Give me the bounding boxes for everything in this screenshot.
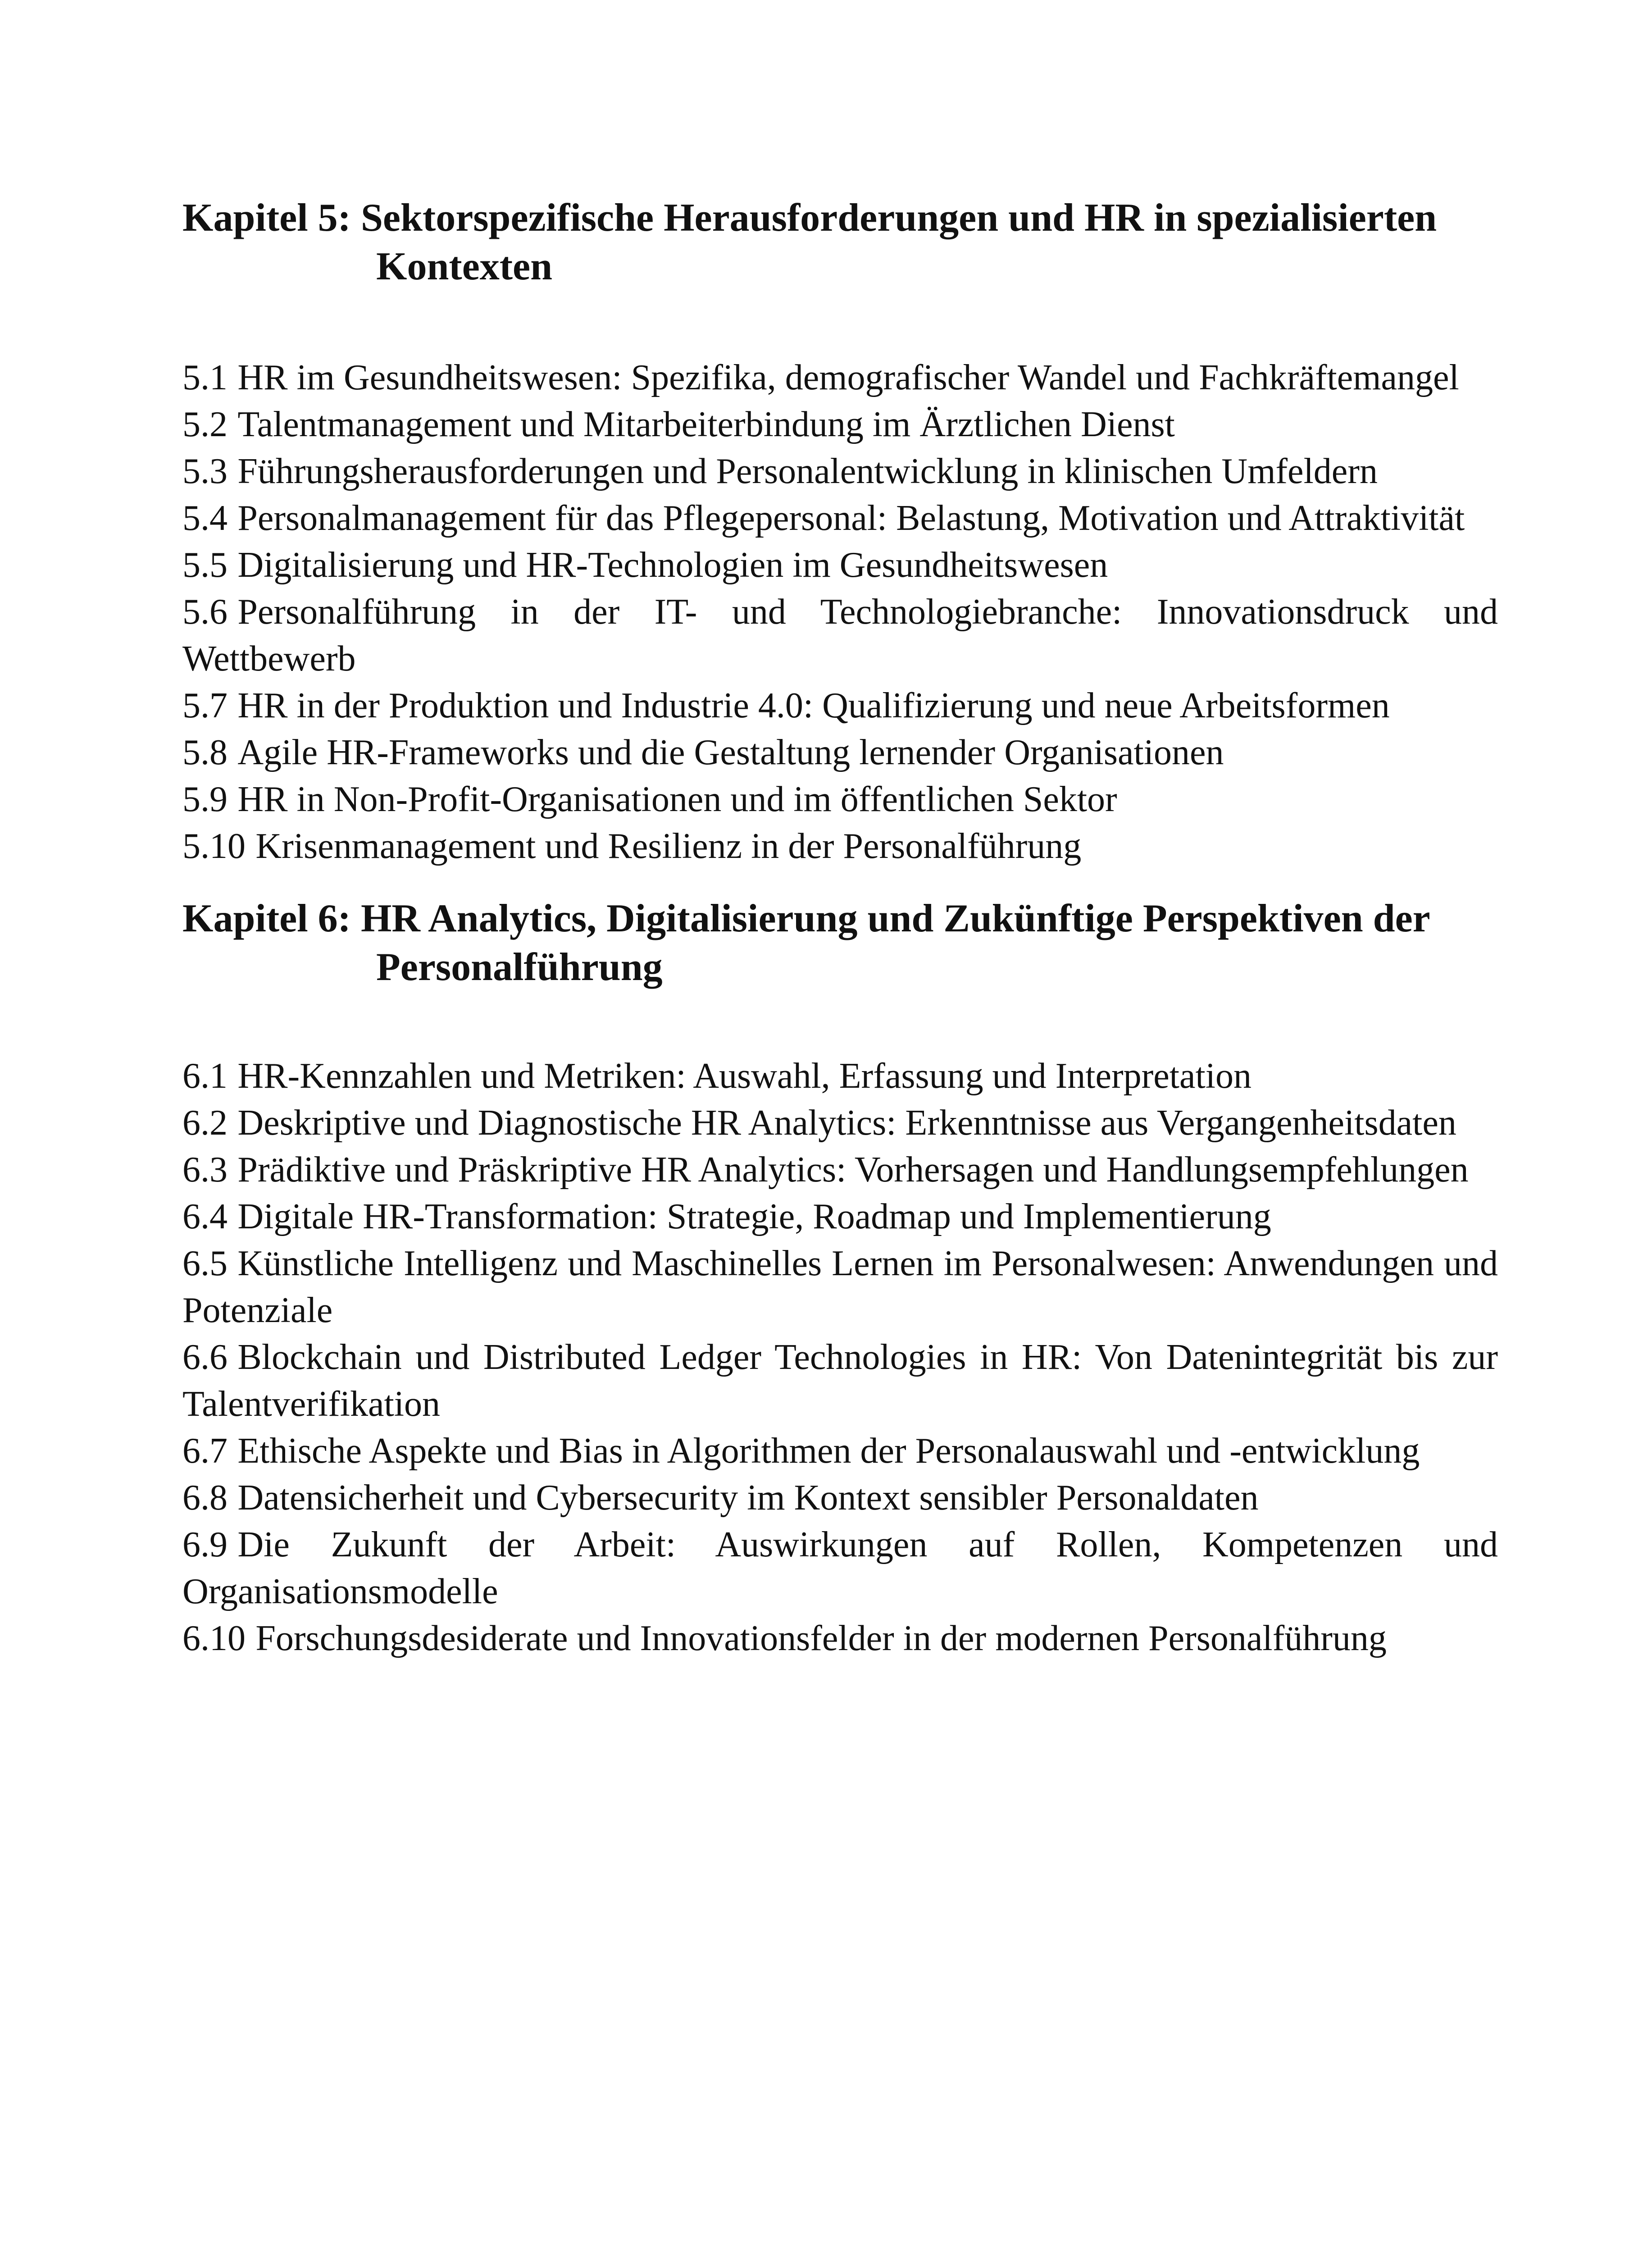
toc-item (182, 401, 1498, 448)
section-title: Personalführung in der IT- und Technologiebranche: Innovationsdruck und Wettbewerb (182, 592, 1498, 679)
section-list (182, 1053, 1498, 1662)
section-number: 5.10 (182, 826, 246, 866)
chapter-5 (182, 194, 1498, 870)
toc-item (182, 682, 1498, 729)
section-title: Führungsherausforderungen und Personalentwicklung in klinischen Umfeldern (237, 452, 1378, 491)
toc-item (182, 1240, 1498, 1334)
section-number: 5.9 (182, 780, 228, 819)
section-title: HR in Non-Profit-Organisationen und im öffentlichen Sektor (237, 780, 1117, 819)
chapter-6 (182, 894, 1498, 1662)
chapter-heading: Kapitel 5: Sektorspezifische Herausforderungen und HR in spezialisierten Kontexten (182, 196, 1437, 288)
section-number: 6.9 (182, 1525, 228, 1564)
section-number: 5.4 (182, 498, 228, 538)
section-title: Krisenmanagement und Resilienz in der Personalführung (255, 826, 1082, 866)
section-list (182, 354, 1498, 870)
section-title: Deskriptive und Diagnostische HR Analytics: Erkenntnisse aus Vergangenheitsdaten (237, 1103, 1456, 1143)
toc-item (182, 1146, 1498, 1193)
section-title: HR-Kennzahlen und Metriken: Auswahl, Erfassung und Interpretation (237, 1056, 1252, 1096)
section-number: 5.1 (182, 358, 228, 397)
section-number: 5.5 (182, 545, 228, 585)
toc-item (182, 495, 1498, 542)
section-title: Blockchain und Distributed Ledger Technologies in HR: Von Datenintegrität bis zur Talentverifikation (182, 1337, 1498, 1424)
section-number: 6.6 (182, 1337, 228, 1377)
toc-item (182, 1053, 1498, 1099)
section-title: HR in der Produktion und Industrie 4.0: Qualifizierung und neue Arbeitsformen (237, 686, 1390, 725)
toc-item (182, 776, 1498, 823)
toc-item (182, 1099, 1498, 1146)
toc-item (182, 448, 1498, 495)
section-number: 5.6 (182, 592, 228, 632)
toc-item (182, 1521, 1498, 1615)
toc-item (182, 823, 1498, 870)
section-number: 6.5 (182, 1244, 228, 1283)
section-number: 5.7 (182, 686, 228, 725)
toc-item (182, 542, 1498, 588)
section-title: Agile HR-Frameworks und die Gestaltung lernender Organisationen (237, 733, 1224, 772)
toc-item (182, 1193, 1498, 1240)
section-number: 6.2 (182, 1103, 228, 1143)
toc-item (182, 1615, 1498, 1662)
section-number: 5.3 (182, 452, 228, 491)
toc-item (182, 729, 1498, 776)
section-number: 6.1 (182, 1056, 228, 1096)
section-title: Prädiktive und Präskriptive HR Analytics: Vorhersagen und Handlungsempfehlungen (237, 1150, 1469, 1190)
section-title: Ethische Aspekte und Bias in Algorithmen der Personalauswahl und -entwicklung (237, 1431, 1420, 1471)
toc-item (182, 354, 1498, 401)
section-title: Die Zukunft der Arbeit: Auswirkungen auf Rollen, Kompetenzen und Organisationsmodelle (182, 1525, 1498, 1611)
section-title: Personalmanagement für das Pflegepersonal: Belastung, Motivation und Attraktivität (237, 498, 1465, 538)
toc-item (182, 1474, 1498, 1521)
document-page (182, 194, 1498, 1662)
section-number: 6.3 (182, 1150, 228, 1190)
toc-item (182, 1428, 1498, 1474)
toc-item (182, 1334, 1498, 1428)
section-title: Datensicherheit und Cybersecurity im Kontext sensibler Personaldaten (237, 1478, 1259, 1518)
section-title: Talentmanagement und Mitarbeiterbindung im Ärztlichen Dienst (237, 405, 1175, 444)
section-number: 5.2 (182, 405, 228, 444)
section-title: Digitale HR-Transformation: Strategie, Roadmap und Implementierung (237, 1197, 1271, 1236)
section-number: 6.4 (182, 1197, 228, 1236)
chapter-heading: Kapitel 6: HR Analytics, Digitalisierung und Zukünftige Perspektiven der Personalführung (182, 897, 1430, 989)
section-title: Forschungsdesiderate und Innovationsfelder in der modernen Personalführung (255, 1619, 1387, 1658)
section-number: 5.8 (182, 733, 228, 772)
toc-item (182, 588, 1498, 682)
section-title: Künstliche Intelligenz und Maschinelles Lernen im Personalwesen: Anwendungen und Potenziale (182, 1244, 1498, 1330)
section-number: 6.8 (182, 1478, 228, 1518)
section-title: HR im Gesundheitswesen: Spezifika, demografischer Wandel und Fachkräftemangel (237, 358, 1459, 397)
section-number: 6.10 (182, 1619, 246, 1658)
section-title: Digitalisierung und HR-Technologien im Gesundheitswesen (237, 545, 1108, 585)
section-number: 6.7 (182, 1431, 228, 1471)
